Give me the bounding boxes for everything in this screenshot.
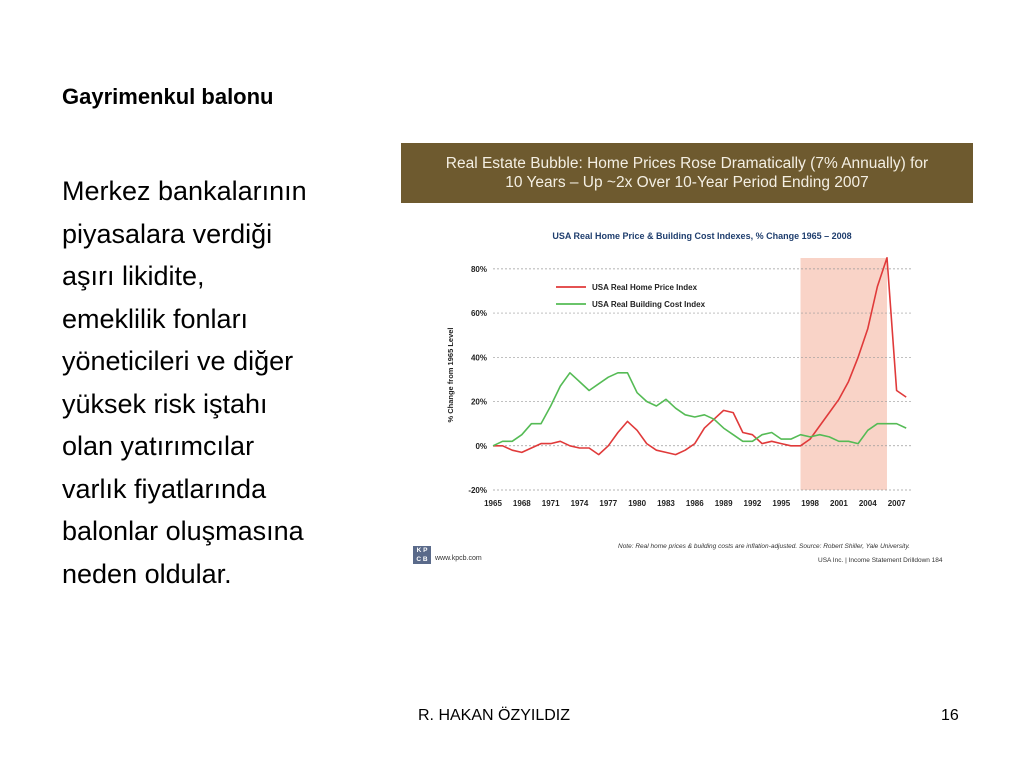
body-line: yöneticileri ve diğer: [62, 346, 294, 376]
x-tick-label: 1989: [714, 499, 733, 508]
footer-author: R. HAKAN ÖZYILDIZ: [418, 707, 571, 724]
body-text: [62, 170, 382, 595]
page-number: 16: [941, 707, 959, 724]
x-tick-label: 1998: [801, 499, 820, 508]
y-tick-label: 80%: [470, 264, 487, 274]
x-tick-label: 1968: [512, 499, 531, 508]
x-tick-label: 1986: [685, 499, 704, 508]
body-line: piyasalara verdiği: [62, 218, 273, 249]
y-tick-label: -20%: [468, 486, 487, 495]
y-tick-label: 60%: [470, 309, 487, 319]
body-line: olan yatırımcılar: [62, 431, 255, 461]
body-line: aşırı likidite,: [62, 261, 205, 291]
chart-note: Note: Real home prices & building costs are inflation-adjusted. Source: Robert Shiller, Yale University.: [618, 543, 910, 550]
body-line: neden oldular.: [62, 558, 232, 589]
chart-banner: [401, 143, 973, 203]
logo-line-1: K P: [416, 547, 428, 554]
body-line: varlık fiyatlarında: [62, 473, 267, 504]
x-tick-label: 2001: [830, 499, 848, 508]
x-tick-label: 1995: [772, 499, 791, 508]
x-tick-label: 2004: [858, 499, 877, 508]
chart-credit: USA Inc. | Income Statement Drilldown 184: [818, 557, 943, 564]
x-tick-label: 2007: [887, 499, 906, 508]
body-line: Merkez bankalarının: [62, 176, 307, 206]
body-line: balonlar oluşmasına: [62, 516, 304, 546]
x-tick-label: 1992: [743, 499, 762, 508]
banner-line-1: Real Estate Bubble: Home Prices Rose Dramatically (7% Annually) for: [445, 155, 929, 172]
x-tick-label: 1983: [657, 499, 675, 508]
x-tick-label: 1971: [541, 499, 560, 508]
y-tick-label: 40%: [470, 353, 487, 363]
slide-title: Gayrimenkul balonu: [62, 84, 274, 109]
banner-line-2: 10 Years – Up ~2x Over 10-Year Period Ending 2007: [505, 174, 869, 191]
kpcb-logo: [413, 546, 431, 564]
x-tick-label: 1977: [599, 499, 618, 508]
body-line: emeklilik fonları: [62, 303, 249, 334]
y-tick-label: 0%: [475, 441, 487, 451]
x-tick-label: 1974: [570, 499, 589, 508]
y-tick-label: 20%: [470, 397, 487, 407]
chart-title: USA Real Home Price & Building Cost Indexes, % Change 1965 – 2008: [552, 231, 852, 241]
highlight-region: [800, 258, 886, 490]
body-line: yüksek risk iştahı: [62, 388, 268, 419]
source-url: www.kpcb.com: [435, 555, 482, 562]
x-tick-label: 1965: [484, 499, 502, 508]
legend-label: USA Real Building Cost Index: [592, 300, 706, 309]
logo-line-2: C B: [416, 556, 428, 563]
y-axis-label: % Change from 1965 Level: [446, 327, 455, 423]
x-tick-label: 1980: [628, 499, 647, 508]
legend-label: USA Real Home Price Index: [592, 283, 698, 292]
line-chart: [401, 222, 973, 532]
